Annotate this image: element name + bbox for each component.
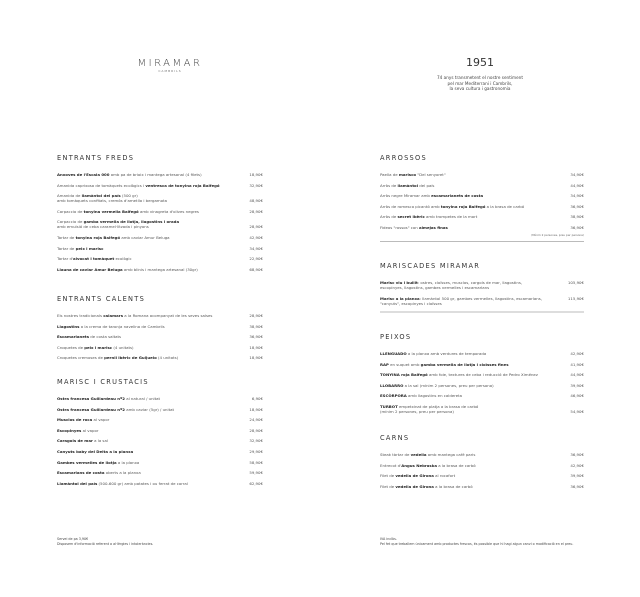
item-text: al rocafort	[433, 473, 456, 479]
item-price: 58,90€	[249, 459, 263, 465]
item-text: amb caviar Amur Beluga	[120, 234, 170, 240]
item-text: Arròs de	[380, 182, 398, 188]
item-highlight: ESCÒRPORA	[380, 393, 407, 399]
tagline-line: 74 anys transmetent el nostre sentiment	[437, 75, 523, 80]
item-description	[57, 470, 141, 475]
menu-item	[380, 225, 584, 230]
item-price: 34,90€	[249, 245, 263, 251]
item-price: 18,90€	[249, 355, 263, 361]
item-description	[380, 351, 486, 356]
item-description	[380, 204, 524, 209]
item-text: (500 gr)	[120, 193, 138, 199]
menu-item	[380, 404, 584, 414]
item-description	[380, 183, 434, 188]
item-description	[57, 235, 170, 240]
item-price: 115,90€	[567, 295, 584, 301]
item-price: 28,90€	[249, 224, 263, 230]
menu-item	[57, 235, 263, 240]
item-price: 34,90€	[570, 193, 584, 199]
menu-item	[57, 396, 263, 401]
item-price: 6,90€	[251, 396, 263, 401]
logo-name: MIRAMAR	[137, 58, 203, 69]
item-text: Filet de	[380, 483, 396, 489]
item-description	[57, 334, 121, 339]
item-text: (500-600 gr) amb patates i ou ferrat de corral	[97, 480, 188, 486]
item-text: amb tomàquets confitats, cremós d'ametlla i bergamota	[57, 198, 167, 204]
item-description	[380, 225, 448, 230]
item-text: de costa saltats	[89, 334, 122, 340]
item-description	[57, 428, 98, 433]
section-note: (Mínim 2 persones, preu per persona)	[531, 232, 584, 237]
item-price: 59,90€	[249, 470, 263, 476]
item-description	[57, 460, 139, 465]
item-description	[57, 407, 174, 412]
item-description	[380, 404, 478, 414]
item-description	[380, 280, 522, 290]
item-price: 36,90€	[570, 224, 584, 230]
item-text: a la planxa	[116, 459, 140, 465]
item-price: 36,90€	[249, 334, 263, 340]
allergy-note: Disposem d'informació referent a al·lèrgies i intoleràncies.	[57, 542, 154, 546]
item-highlight: calamars	[103, 313, 124, 318]
item-text: Arròs de	[380, 214, 398, 220]
item-highlight: Llagostins	[57, 323, 80, 329]
menu-item	[380, 372, 584, 377]
item-text: oberts a la planxa	[104, 470, 141, 476]
item-description	[380, 193, 483, 198]
item-text: amb vinagreta d'olives negres	[138, 208, 199, 214]
item-price: 68,90€	[249, 266, 263, 272]
item-text: del país	[418, 182, 435, 188]
item-description	[57, 438, 108, 443]
item-text: Amanida caprixosa de tomàquets ecològics i	[57, 182, 146, 188]
menu-item	[57, 355, 263, 360]
menu-item	[57, 246, 263, 251]
item-text: amb trompetes de la mort	[424, 214, 478, 220]
item-text: : llamàntol 500 gr, gambes vermelles, llagostins, escamarlans,	[419, 295, 542, 301]
item-highlight: Angus Nebraska	[401, 462, 437, 468]
item-price: 36,90€	[570, 483, 584, 489]
menu-item	[57, 334, 263, 339]
item-description	[380, 383, 494, 388]
item-highlight: llamàntol	[397, 182, 419, 188]
item-highlight: Ostra francesa Guillardeau nº2	[57, 396, 125, 401]
item-price: 28,90€	[249, 208, 263, 214]
item-price: 29,90€	[249, 448, 263, 454]
item-description	[380, 296, 542, 306]
item-highlight: Marisc a la planxa	[380, 295, 420, 301]
section-mariscades-miramar	[380, 262, 584, 313]
item-text: : ostres, cloïsses, musclos, cargols de mar, llagostins,	[417, 280, 523, 285]
divider	[380, 311, 584, 313]
item-description	[380, 484, 473, 489]
item-description	[57, 396, 160, 401]
item-description	[57, 313, 212, 318]
section-title: ENTRANTS FREDS	[57, 154, 135, 162]
item-highlight: gamba vermella de llotja, llagostins i orada	[83, 219, 180, 225]
menu-item	[380, 204, 584, 209]
menu-item	[57, 345, 263, 350]
menu-item	[380, 193, 584, 198]
item-text: empetxinat de platja a la brasa de carbó	[397, 403, 479, 409]
item-price: 44,90€	[570, 182, 584, 188]
item-description	[57, 267, 198, 272]
menu-item	[57, 183, 263, 188]
item-text: amb emulsió de ceba caramel·litzada i pinyons	[57, 224, 149, 230]
item-text: a la crema de taronja navelina de Cambrils	[79, 323, 165, 329]
item-highlight: peix i marisc	[84, 344, 113, 350]
item-price: 42,90€	[570, 462, 584, 468]
section-title: MARISC I CRUSTACIS	[57, 378, 149, 386]
item-highlight: Escopinyes	[57, 427, 82, 433]
item-description	[57, 449, 133, 454]
menu-item	[57, 209, 263, 214]
menu-item	[57, 256, 263, 261]
item-text: al natural / unitat	[124, 396, 161, 401]
item-price: 42,90€	[570, 351, 584, 356]
tagline-line: la seva cultura i gastronomia	[449, 86, 511, 92]
item-highlight: alvocat i tomàquet	[73, 256, 115, 262]
menu-item	[57, 449, 263, 454]
item-description	[57, 355, 178, 360]
section-title: CARNS	[380, 434, 410, 442]
item-highlight: llamàntol del país	[81, 193, 121, 199]
item-price: 39,90€	[570, 382, 584, 388]
section-arrossos	[380, 154, 584, 242]
bread-service-note: Servei de pa 3,90€	[57, 537, 89, 541]
item-description	[380, 172, 446, 177]
item-price: 36,90€	[570, 203, 584, 209]
section-title: MARISCADES MIRAMAR	[380, 262, 481, 270]
menu-item	[57, 481, 263, 486]
item-description	[57, 219, 179, 229]
item-highlight: pernil ibèric de Guijuelo	[104, 355, 157, 361]
item-text: a la brasa de carbó	[485, 203, 525, 209]
menu-item	[380, 484, 584, 489]
footer-left	[57, 537, 153, 547]
item-highlight: ventresca de tonyina roja Balfegó	[145, 182, 220, 188]
item-text: amb foie, textures de ceba i reducció de Pedro Ximénez	[427, 372, 538, 378]
item-text: a la sal	[92, 438, 108, 444]
item-text: Arròs de romesco picantó amb	[380, 203, 441, 209]
item-highlight: Anxoves de l'Escala 000	[57, 172, 110, 177]
item-description	[57, 324, 165, 329]
item-text: Arròs negre Miramar amb	[380, 193, 432, 199]
item-highlight: almejas finas	[418, 224, 448, 230]
menu-item	[380, 362, 584, 367]
item-text: amb caviar (5gr) / unitat	[124, 406, 175, 412]
section-carns	[380, 434, 584, 494]
menu-item	[57, 407, 263, 412]
section-entrants-calents	[57, 295, 263, 366]
item-text: a la sal (mínim 2 persones, preu per persona)	[403, 382, 494, 388]
item-highlight: Gambes vermelles de llotja	[57, 459, 117, 465]
item-highlight: peix i marisc	[75, 245, 104, 251]
item-text: Tartar de	[57, 245, 76, 251]
menu-item	[57, 219, 263, 229]
item-text: Filet de	[380, 473, 396, 479]
item-price: 105,90€	[567, 280, 584, 285]
item-highlight: vedella de Girona	[395, 473, 434, 479]
menu-item	[57, 470, 263, 475]
item-highlight: Llamàntol del país	[57, 480, 98, 486]
item-highlight: tonyina vermella Balfegó	[83, 208, 139, 214]
item-text: Els nostres tradicionals	[57, 313, 104, 318]
menu-item	[57, 428, 263, 433]
menu-item	[57, 324, 263, 329]
item-description	[57, 172, 202, 177]
menu-item	[380, 172, 584, 177]
item-highlight: TURBOT	[380, 403, 398, 409]
item-text: (mínim 2 persones, preu per persona)	[380, 408, 454, 414]
item-description	[57, 183, 220, 188]
item-price: 42,90€	[249, 234, 263, 240]
item-text: Fideos "rossos" con	[380, 224, 419, 230]
section-title: ARROSSOS	[380, 154, 428, 162]
logo-subtitle: CAMBRILS	[158, 69, 182, 73]
item-price: 28,90€	[249, 427, 263, 433]
menu-item	[380, 393, 584, 398]
item-price: 54,90€	[570, 408, 584, 414]
item-description	[57, 209, 199, 214]
item-description	[380, 452, 475, 457]
item-highlight: Musclos de roca	[57, 417, 93, 423]
menu-item	[380, 351, 584, 356]
item-description	[57, 417, 109, 422]
item-description	[57, 246, 103, 251]
item-text: Carpaccio de	[57, 219, 84, 225]
item-description	[57, 481, 188, 486]
item-price: 39,90€	[570, 473, 584, 479]
item-text: (4 unitats)	[112, 344, 134, 350]
item-highlight: Ostra francesa Guillardeau nº2	[57, 406, 125, 412]
item-description	[380, 463, 476, 468]
item-text: a la brasa de carbó	[436, 462, 476, 468]
item-price: 44,90€	[570, 372, 584, 378]
item-text: al vapor	[92, 417, 110, 423]
item-description	[57, 193, 167, 203]
item-text: a la brasa de carbó	[433, 483, 473, 489]
tagline-line: pel mar Mediterrani i Cambrils,	[447, 80, 513, 86]
item-text: Croquetes de	[57, 344, 85, 350]
menu-item	[57, 313, 263, 318]
section-title: ENTRANTS CALENTS	[57, 295, 146, 303]
item-description	[380, 362, 509, 367]
item-description	[380, 372, 538, 377]
item-highlight: gamba vermella de llotja i cloïsses fines	[420, 361, 509, 367]
item-highlight: vedella de Girona	[395, 483, 434, 489]
menu-item	[57, 193, 263, 203]
menu-item	[57, 267, 263, 272]
item-text: amb llagostins en caldereta	[406, 393, 463, 399]
item-text: a la Romana acompanyat de les seves salses	[123, 313, 213, 318]
item-text: ecològic	[114, 256, 132, 262]
item-price: 18,90€	[249, 344, 263, 350]
item-highlight: Escamarlans de costa	[57, 470, 105, 476]
vat-note: IVA inclòs.	[380, 537, 397, 541]
item-description	[380, 473, 455, 478]
section-peixos	[380, 333, 584, 420]
section-marisc-i-crustacis	[57, 378, 263, 491]
item-price: 36,90€	[570, 452, 584, 457]
item-text: Tartar de	[57, 234, 76, 240]
menu-item	[380, 214, 584, 219]
item-text: Paella de	[380, 172, 399, 177]
item-highlight: Caragols de mar	[57, 438, 93, 444]
item-description	[380, 214, 477, 219]
item-text: amb blinis i mantega artesanal (30gr)	[122, 266, 198, 272]
item-text: escopinyes, llagostins, gambes vermelles i escamarlans	[380, 285, 490, 290]
menu-item	[380, 383, 584, 388]
item-text: (4 unitats)	[156, 355, 179, 361]
item-highlight: tonyina roja Balfegó	[440, 203, 486, 209]
item-text: amb mantega café paris	[426, 452, 476, 457]
item-price: 46,90€	[570, 393, 584, 399]
item-price: 18,90€	[249, 406, 263, 412]
item-description	[380, 393, 462, 398]
menu-item	[380, 473, 584, 478]
item-price: 24,90€	[249, 417, 263, 423]
item-text: "canyuts", escopinyes i cloïsses	[380, 300, 442, 306]
item-price: 62,90€	[249, 480, 263, 486]
item-highlight: escamarlanets de costa	[431, 193, 484, 199]
tagline	[400, 75, 560, 92]
item-highlight: marisco	[398, 172, 417, 177]
item-highlight: vedella	[410, 452, 427, 457]
menu-item	[57, 417, 263, 422]
price-change-note: Pel fet que treballem únicament amb productes frescos, és possible que hi hagi algun canvi o modificació en el preu.	[380, 542, 574, 546]
item-text: Amanida de	[57, 193, 82, 199]
item-price: 18,90€	[249, 172, 263, 177]
section-title: PEIXOS	[380, 333, 412, 341]
item-highlight: RAP	[380, 361, 389, 367]
menu-item	[380, 296, 584, 306]
footer-right	[380, 537, 573, 547]
item-text: "Del senyoret"	[416, 172, 446, 177]
item-highlight: Llauna de caviar Amur Beluga	[57, 266, 123, 272]
item-price: 34,90€	[570, 172, 584, 177]
menu-item	[57, 438, 263, 443]
section-entrants-freds	[57, 154, 263, 277]
item-price: 38,90€	[249, 323, 263, 329]
menu-item	[57, 172, 263, 177]
item-price: 38,90€	[570, 214, 584, 220]
item-price: 28,90€	[249, 313, 263, 318]
item-price: 32,90€	[249, 182, 263, 188]
item-text: a la planxa amb verdures de temporada	[406, 351, 487, 356]
item-text: Steak tàrtar de	[380, 452, 411, 457]
item-text: Carpaccio de	[57, 208, 84, 214]
menu-item	[380, 280, 584, 290]
item-text: Entrecot d'	[380, 462, 402, 468]
logo	[130, 58, 210, 73]
item-text: en suquet amb	[388, 361, 421, 367]
menu-item	[380, 183, 584, 188]
item-price: 41,90€	[570, 361, 584, 367]
item-text: Croquetes cremoses de	[57, 355, 105, 361]
item-highlight: tonyina roja Balfegó	[75, 234, 121, 240]
item-text: Tartar d'	[57, 256, 73, 262]
item-text: amb pa de brioix i mantega artesanal (4 filets)	[109, 172, 202, 177]
item-price: 32,90€	[249, 438, 263, 444]
menu-item	[380, 463, 584, 468]
item-description	[57, 345, 134, 350]
item-highlight: Canyuts baby del Delta a la planxa	[57, 448, 134, 454]
item-highlight: secret ibèric	[397, 214, 425, 220]
year-heading: 1951	[466, 56, 494, 69]
item-price: 48,90€	[249, 198, 263, 204]
item-highlight: Marisc viu i bullit	[380, 280, 418, 285]
item-highlight: TONYINA roja Balfegó	[380, 372, 428, 378]
item-price: 22,90€	[249, 256, 263, 262]
divider	[380, 241, 584, 242]
item-highlight: LLENGUADO	[380, 351, 407, 356]
menu-item	[57, 460, 263, 465]
item-highlight: LLOBARRO	[380, 382, 404, 388]
item-highlight: Escamarlanets	[57, 334, 90, 340]
item-text: al vapor	[81, 427, 99, 433]
item-description	[57, 256, 132, 261]
menu-item	[380, 452, 584, 457]
